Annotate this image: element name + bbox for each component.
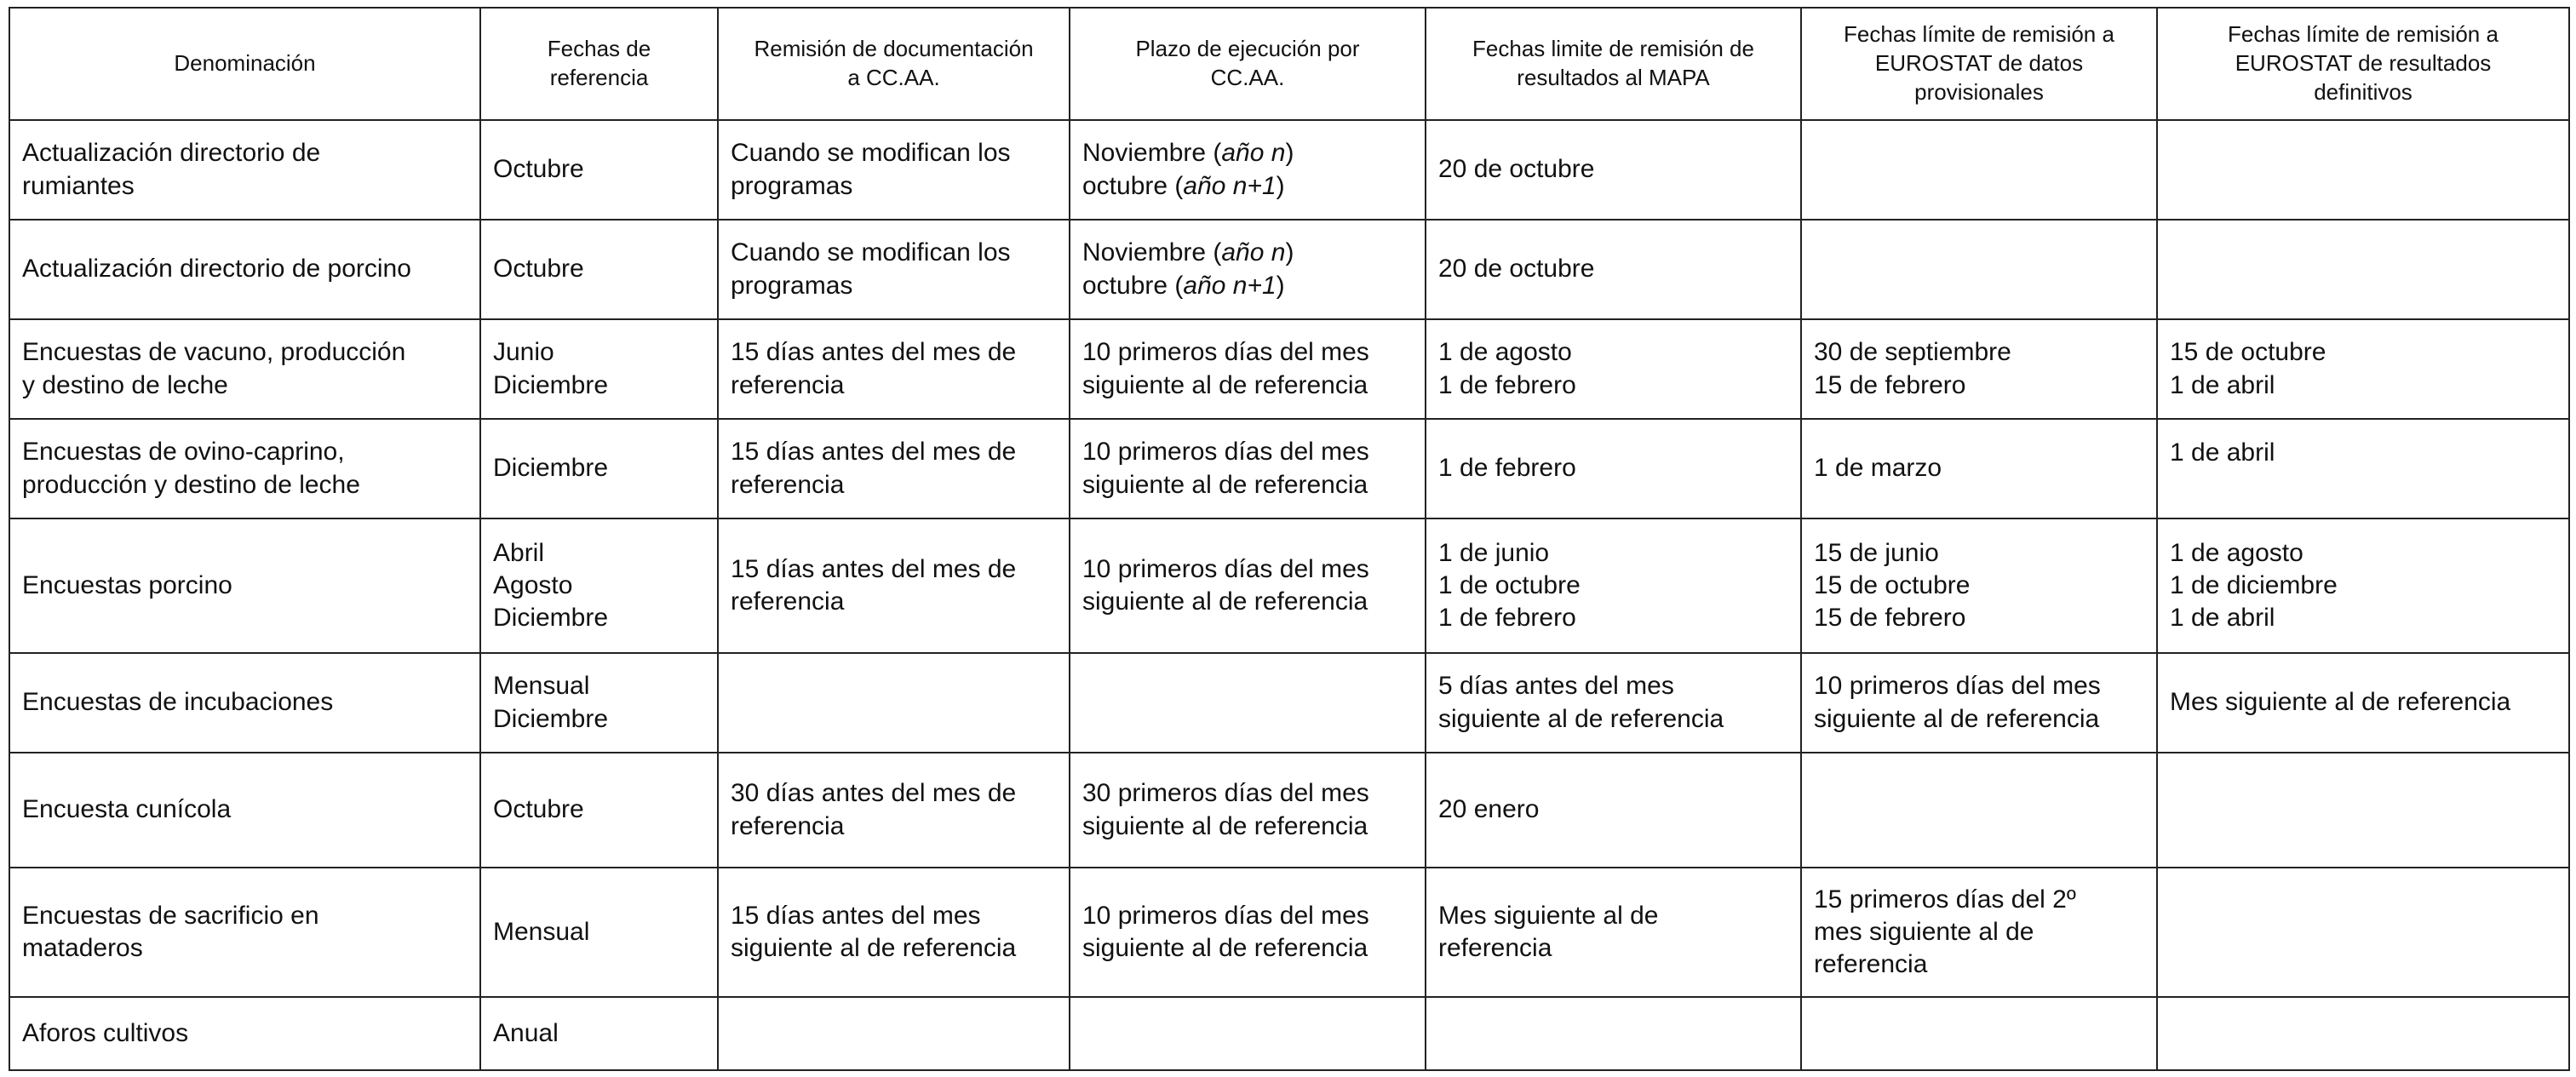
cell-line: 10 primeros días del mes (1082, 554, 1369, 583)
cell-line: y destino de leche (22, 370, 228, 399)
cell-line: 30 días antes del mes de (731, 779, 1017, 808)
cell-eurostat-definitivos (2157, 319, 2569, 419)
cell-denominacion (9, 653, 480, 753)
cell-eurostat-definitivos (2157, 120, 2569, 220)
cell-fecha-mapa (1426, 868, 1801, 997)
cell-line: Diciembre (493, 704, 609, 733)
cell-line: 15 días antes del mes (731, 901, 981, 930)
cell-plazo-ejecucion (1070, 997, 1426, 1070)
header-fechas-referencia (480, 8, 718, 120)
cell-line: siguiente al de referencia (1814, 704, 2100, 733)
cell-line: 10 primeros días del mes (1082, 901, 1369, 930)
cell-line: 15 de octubre (1814, 570, 1971, 599)
cell-line: 1 de diciembre (2170, 570, 2338, 599)
cell-line: 15 días antes del mes de (731, 438, 1017, 467)
cell-fechas-referencia (480, 220, 718, 319)
cell-line: Noviembre (año n) (1082, 139, 1294, 168)
cell-fechas-referencia (480, 997, 718, 1070)
cell-eurostat-provisionales (1801, 220, 2157, 319)
cell-line: Actualización directorio de porcino (22, 255, 411, 284)
cell-eurostat-definitivos (2157, 419, 2569, 518)
table-row (9, 518, 2569, 653)
cell-line: siguiente al de referencia (731, 934, 1017, 962)
cell-fecha-mapa (1426, 419, 1801, 518)
header-plazo-ejecucion (1070, 8, 1426, 120)
cell-line: Junio (493, 338, 554, 367)
cell-line: Diciembre (493, 604, 609, 633)
cell-line: 5 días antes del mes (1438, 672, 1674, 701)
cell-eurostat-definitivos (2157, 518, 2569, 653)
header-row (9, 8, 2569, 120)
cell-remision-documentacion (718, 419, 1070, 518)
cell-line: 15 de febrero (1814, 604, 1966, 633)
cell-line: 10 primeros días del mes (1814, 672, 2101, 701)
cell-plazo-ejecucion (1070, 220, 1426, 319)
header-line: Fechas límite de remisión a (2228, 21, 2499, 48)
cell-line: mes siguiente al de (1814, 917, 2034, 946)
cell-fecha-mapa (1426, 518, 1801, 653)
header-line: Fechas limite de remisión de (1472, 36, 1754, 62)
cell-line: Agosto (493, 570, 573, 599)
cell-denominacion (9, 220, 480, 319)
header-line: provisionales (1914, 78, 2044, 105)
cell-line: Encuestas porcino (22, 570, 232, 599)
cell-line: Diciembre (493, 454, 609, 483)
table-row (9, 120, 2569, 220)
cell-denominacion (9, 518, 480, 653)
cell-line: Encuestas de incubaciones (22, 688, 334, 717)
cell-remision-documentacion (718, 319, 1070, 419)
schedule-table (9, 7, 2570, 1071)
cell-fecha-mapa (1426, 753, 1801, 868)
cell-fechas-referencia (480, 120, 718, 220)
cell-eurostat-provisionales (1801, 868, 2157, 997)
cell-line: programas (731, 171, 853, 200)
cell-line: 1 de abril (2170, 370, 2275, 399)
header-line: CC.AA. (1210, 65, 1285, 90)
cell-line: Aforos cultivos (22, 1018, 189, 1047)
cell-line: 20 de octubre (1438, 255, 1595, 284)
cell-line: 20 enero (1438, 795, 1540, 824)
cell-line: siguiente al de referencia (1082, 587, 1368, 616)
cell-eurostat-provisionales (1801, 753, 2157, 868)
header-denominacion (9, 8, 480, 120)
cell-line: siguiente al de referencia (1082, 934, 1368, 962)
cell-eurostat-definitivos (2157, 997, 2569, 1070)
cell-line: Octubre (493, 255, 584, 284)
header-line: definitivos (2314, 78, 2412, 105)
table-row (9, 868, 2569, 997)
cell-line: 10 primeros días del mes (1082, 438, 1369, 467)
cell-line: Mes siguiente al de referencia (2170, 688, 2511, 717)
cell-line: 10 primeros días del mes (1082, 338, 1369, 367)
cell-denominacion (9, 753, 480, 868)
cell-denominacion (9, 120, 480, 220)
cell-line: Cuando se modifican los (731, 139, 1011, 168)
cell-line: referencia (731, 370, 845, 399)
cell-fecha-mapa (1426, 120, 1801, 220)
cell-line: octubre (año n+1) (1082, 171, 1285, 200)
cell-line: referencia (731, 587, 845, 616)
cell-line: Noviembre (año n) (1082, 238, 1294, 267)
table-row (9, 997, 2569, 1070)
cell-fecha-mapa (1426, 319, 1801, 419)
cell-line: Abril (493, 538, 545, 567)
cell-eurostat-provisionales (1801, 319, 2157, 419)
cell-eurostat-provisionales (1801, 120, 2157, 220)
header-line: a CC.AA. (847, 65, 940, 90)
header-line: Fechas límite de remisión a (1844, 21, 2114, 48)
cell-line: siguiente al de referencia (1438, 704, 1724, 733)
cell-eurostat-definitivos (2157, 753, 2569, 868)
table-row (9, 319, 2569, 419)
cell-fechas-referencia (480, 518, 718, 653)
table-row (9, 419, 2569, 518)
cell-fechas-referencia (480, 319, 718, 419)
header-eurostat-provisionales (1801, 8, 2157, 120)
cell-line: Cuando se modifican los (731, 238, 1011, 267)
cell-plazo-ejecucion (1070, 653, 1426, 753)
cell-fecha-mapa (1426, 653, 1801, 753)
cell-line: Octubre (493, 795, 584, 824)
cell-line: 30 primeros días del mes (1082, 779, 1369, 808)
cell-line: Mensual (493, 917, 590, 946)
cell-remision-documentacion (718, 653, 1070, 753)
cell-line: producción y destino de leche (22, 470, 360, 499)
cell-line: 1 de febrero (1438, 454, 1576, 483)
cell-fechas-referencia (480, 753, 718, 868)
cell-line: 1 de junio (1438, 538, 1550, 567)
cell-line: Anual (493, 1018, 559, 1047)
cell-line: siguiente al de referencia (1082, 811, 1368, 840)
header-line: EUROSTAT de datos (1874, 50, 2084, 77)
cell-eurostat-definitivos (2157, 653, 2569, 753)
cell-line: programas (731, 271, 853, 300)
table-body (9, 120, 2569, 1070)
cell-eurostat-provisionales (1801, 419, 2157, 518)
header-eurostat-definitivos (2157, 8, 2569, 120)
table-row (9, 220, 2569, 319)
cell-line: octubre (año n+1) (1082, 271, 1285, 300)
header-fecha-mapa (1426, 8, 1801, 120)
cell-remision-documentacion (718, 997, 1070, 1070)
cell-line: Diciembre (493, 370, 609, 399)
cell-line: Actualización directorio de (22, 139, 321, 168)
cell-line: 15 de febrero (1814, 370, 1966, 399)
cell-remision-documentacion (718, 120, 1070, 220)
cell-line: 1 de febrero (1438, 604, 1576, 633)
cell-line: 1 de agosto (1438, 338, 1572, 367)
header-line: EUROSTAT de resultados (2235, 50, 2492, 77)
cell-plazo-ejecucion (1070, 319, 1426, 419)
header-line: referencia (549, 65, 649, 90)
cell-eurostat-definitivos (2157, 868, 2569, 997)
cell-line: siguiente al de referencia (1082, 370, 1368, 399)
table-row (9, 653, 2569, 753)
cell-line: 15 de junio (1814, 538, 1939, 567)
cell-eurostat-provisionales (1801, 997, 2157, 1070)
cell-line: Encuestas de vacuno, producción (22, 338, 406, 367)
cell-plazo-ejecucion (1070, 868, 1426, 997)
cell-line: mataderos (22, 934, 143, 962)
cell-plazo-ejecucion (1070, 518, 1426, 653)
cell-eurostat-definitivos (2157, 220, 2569, 319)
table-row (9, 753, 2569, 868)
cell-remision-documentacion (718, 868, 1070, 997)
cell-denominacion (9, 419, 480, 518)
cell-remision-documentacion (718, 753, 1070, 868)
cell-fecha-mapa (1426, 997, 1801, 1070)
cell-denominacion (9, 997, 480, 1070)
cell-line: Mensual (493, 672, 590, 701)
cell-line: referencia (1438, 934, 1552, 962)
cell-line: referencia (1814, 950, 1928, 979)
cell-remision-documentacion (718, 518, 1070, 653)
cell-line: 15 días antes del mes de (731, 554, 1017, 583)
cell-denominacion (9, 868, 480, 997)
cell-remision-documentacion (718, 220, 1070, 319)
cell-line: 15 de octubre (2170, 338, 2326, 367)
header-line: Remisión de documentación (754, 36, 1034, 62)
cell-plazo-ejecucion (1070, 753, 1426, 868)
header-remision-documentacion (718, 8, 1070, 120)
cell-line: siguiente al de referencia (1082, 470, 1368, 499)
header-line: Denominación (174, 50, 316, 77)
cell-line: 30 de septiembre (1814, 338, 2011, 367)
cell-line: referencia (731, 811, 845, 840)
cell-fechas-referencia (480, 653, 718, 753)
cell-eurostat-provisionales (1801, 518, 2157, 653)
cell-line: Encuestas de sacrificio en (22, 901, 319, 930)
header-line: Plazo de ejecución por (1135, 36, 1360, 62)
cell-plazo-ejecucion (1070, 120, 1426, 220)
cell-line: 1 de octubre (1438, 570, 1581, 599)
cell-line: Octubre (493, 155, 584, 184)
cell-line: 1 de agosto (2170, 538, 2303, 567)
cell-line: 1 de abril (2170, 604, 2275, 633)
cell-line: 20 de octubre (1438, 155, 1595, 184)
cell-fechas-referencia (480, 868, 718, 997)
cell-line: Encuestas de ovino-caprino, (22, 438, 345, 467)
cell-line: 15 primeros días del 2º (1814, 885, 2076, 914)
cell-denominacion (9, 319, 480, 419)
cell-line: 1 de abril (2170, 438, 2275, 467)
header-line: Fechas de (547, 36, 651, 62)
cell-eurostat-provisionales (1801, 653, 2157, 753)
cell-plazo-ejecucion (1070, 419, 1426, 518)
cell-line: 15 días antes del mes de (731, 338, 1017, 367)
cell-fechas-referencia (480, 419, 718, 518)
cell-line: Mes siguiente al de (1438, 901, 1659, 930)
cell-line: rumiantes (22, 171, 135, 200)
cell-fecha-mapa (1426, 220, 1801, 319)
cell-line: 1 de febrero (1438, 370, 1576, 399)
cell-line: 1 de marzo (1814, 454, 1942, 483)
cell-line: referencia (731, 470, 845, 499)
cell-line: Encuesta cunícola (22, 795, 232, 824)
header-line: resultados al MAPA (1517, 65, 1710, 90)
